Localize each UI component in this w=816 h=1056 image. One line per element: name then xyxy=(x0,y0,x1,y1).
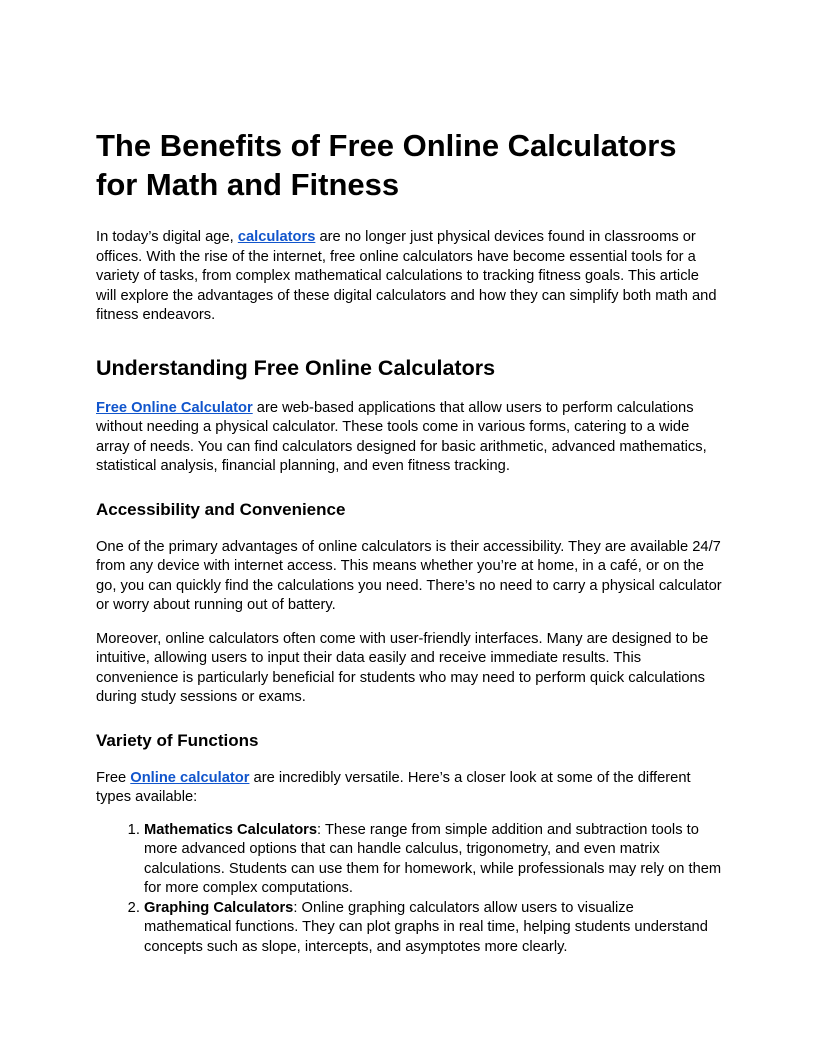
list-item-term: Mathematics Calculators xyxy=(144,821,318,838)
variety-text-after: are incredibly versatile. Here’s a closer look at some of the different types available: xyxy=(96,769,691,805)
subheading-variety: Variety of Functions xyxy=(96,730,259,750)
intro-text-after: are no longer just physical devices found in classrooms or offices. With the rise of the internet, free online calculators have become essential tools for a variety of tasks, from complex mathematical calculations to tracking fitness goals. This article will explore the advantages of these digital calculators and how they can simplify both math and fitness endeavors. xyxy=(96,229,717,323)
accessibility-paragraph-1: One of the primary advantages of online calculators is their accessibility. They are available 24/7 from any device with internet access. This means whether you’re at home, in a café, or on the go, you can quickly find the calculations you need. There’s no need to carry a physical calculator or worry about running out of battery. xyxy=(96,538,722,613)
variety-text-before: Free xyxy=(96,769,131,786)
understanding-text: are web-based applications that allow users to perform calculations without needing a physical calculator. These tools come in various forms, catering to a wide array of needs. You can find calculators designed for basic arithmetic, advanced mathematics, statistical analysis, financial planning, and even fitness tracking. xyxy=(96,399,707,474)
free-online-calculator-link[interactable]: Free Online Calculator xyxy=(96,399,253,416)
online-calculator-link[interactable]: Online calculator xyxy=(130,769,250,786)
list-item-text: : Online graphing calculators allow users to visualize mathematical functions. They can plot graphs in real time, helping students understand concepts such as slope, intercepts, and asymptotes more clearly. xyxy=(144,899,708,955)
list-item xyxy=(144,899,722,958)
document-content xyxy=(96,126,722,957)
list-item xyxy=(144,821,722,899)
subheading-accessibility: Accessibility and Convenience xyxy=(96,499,346,519)
understanding-paragraph xyxy=(96,399,722,477)
calculators-link[interactable]: calculators xyxy=(237,229,316,245)
variety-paragraph xyxy=(96,769,722,808)
intro-text-before: In today’s digital age, xyxy=(96,229,238,245)
list-item-term: Graphing Calculators xyxy=(144,899,294,916)
accessibility-paragraph-2: Moreover, online calculators often come with user-friendly interfaces. Many are designed to be intuitive, allowing users to input their data easily and receive immediate results. This convenience is particularly beneficial for students who may need to perform quick calculations during study sessions or exams. xyxy=(96,630,709,705)
calculator-types-list xyxy=(96,821,722,958)
list-item-text: : These range from simple addition and subtraction tools to more advanced options that can handle calculus, trigonometry, and even matrix calculations. Students can use them for homework, while professionals may rely on them for more complex computations. xyxy=(144,821,722,896)
document-title: The Benefits of Free Online Calculators for Math and Fitness xyxy=(96,128,677,202)
section-heading-understanding: Understanding Free Online Calculators xyxy=(96,355,496,380)
intro-paragraph xyxy=(96,228,722,326)
